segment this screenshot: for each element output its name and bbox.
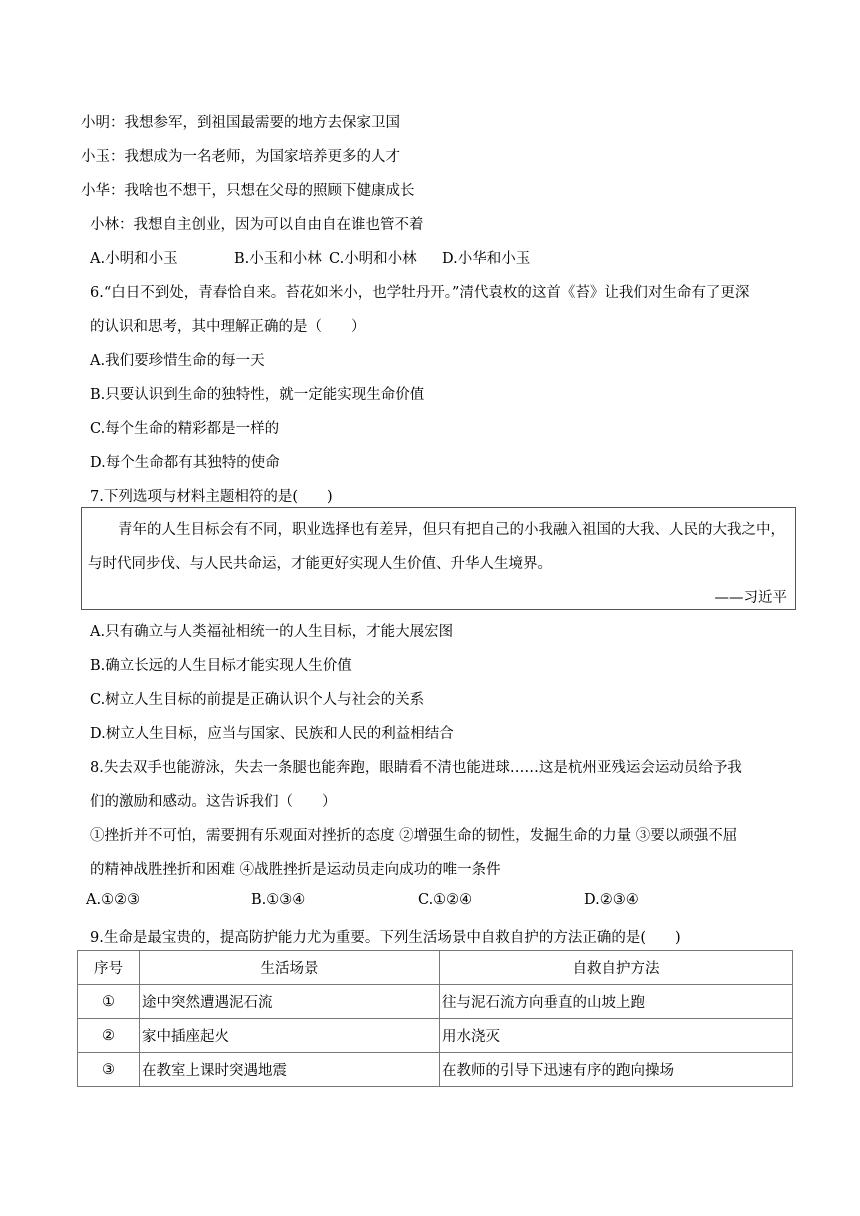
q9-table	[77, 950, 793, 1087]
q8-stem-line1: 8.失去双手也能游泳，失去一条腿也能奔跑，眼睛看不清也能进球……这是杭州亚残运会运动员给予我	[90, 760, 742, 776]
q5-option-c: C.小明和小林	[329, 251, 417, 267]
dialogue-xiaohua: 小华：我啥也不想干，只想在父母的照顾下健康成长	[81, 183, 415, 199]
header-no: 序号	[78, 951, 140, 985]
q6-stem-line1: 6.“白日不到处，青春恰自来。苔花如米小，也学牡丹开。”清代袁枚的这首《苔》让我们对生命有了更深	[90, 285, 750, 301]
dialogue-xiaolin: 小林：我想自主创业，因为可以自由自在谁也管不着	[90, 217, 424, 233]
q8-statements-line2: 的精神战胜挫折和困难 ④战胜挫折是运动员走向成功的唯一条件	[90, 862, 501, 878]
q7-option-b: B.确立长远的人生目标才能实现人生价值	[90, 658, 352, 674]
row-no: ③	[78, 1053, 140, 1087]
q8-option-d: D.②③④	[584, 892, 639, 908]
q8-option-c: C.①②④	[418, 892, 473, 908]
row-method: 往与泥石流方向垂直的山坡上跑	[440, 985, 793, 1019]
q7-stem: 7.下列选项与材料主题相符的是( )	[90, 489, 333, 505]
q6-option-c: C.每个生命的精彩都是一样的	[90, 421, 280, 437]
row-method: 在教师的引导下迅速有序的跑向操场	[440, 1053, 793, 1087]
q8-statements-line1: ①挫折并不可怕，需要拥有乐观面对挫折的态度 ②增强生命的韧性，发掘生命的力量 ③要以顽强不屈	[90, 828, 738, 844]
row-scene: 在教室上课时突遇地震	[140, 1053, 440, 1087]
q6-option-d: D.每个生命都有其独特的使命	[90, 455, 280, 471]
q7-quote-box	[81, 507, 796, 610]
q5-option-d: D.小华和小玉	[442, 251, 531, 267]
row-scene: 家中插座起火	[140, 1019, 440, 1053]
q7-option-d: D.树立人生目标，应当与国家、民族和人民的利益相结合	[90, 726, 454, 742]
row-scene: 途中突然遭遇泥石流	[140, 985, 440, 1019]
q6-option-b: B.只要认识到生命的独特性，就一定能实现生命价值	[90, 387, 425, 403]
row-no: ①	[78, 985, 140, 1019]
q6-stem-line2: 的认识和思考，其中理解正确的是（ ）	[90, 319, 366, 335]
q7-option-c: C.树立人生目标的前提是正确认识个人与社会的关系	[90, 692, 425, 708]
table-header-row	[78, 951, 793, 985]
q7-option-a: A.只有确立与人类福祉相统一的人生目标，才能大展宏图	[90, 624, 454, 640]
q6-option-a: A.我们要珍惜生命的每一天	[90, 353, 265, 369]
q5-option-a: A.小明和小玉	[90, 251, 178, 267]
header-method: 自救自护方法	[440, 951, 793, 985]
table-row	[78, 1019, 793, 1053]
q8-option-a: A.①②③	[86, 892, 141, 908]
q8-stem-line2: 们的激励和感动。这告诉我们（ ）	[90, 794, 337, 810]
dialogue-xiaoming: 小明：我想参军，到祖国最需要的地方去保家卫国	[81, 115, 400, 131]
header-scene: 生活场景	[140, 951, 440, 985]
row-method: 用水浇灭	[440, 1019, 793, 1053]
q8-option-b: B.①③④	[251, 892, 306, 908]
q7-quote-source: ——习近平	[714, 590, 787, 606]
table-row	[78, 1053, 793, 1087]
row-no: ②	[78, 1019, 140, 1053]
q7-quote-line1: 青年的人生目标会有不同，职业选择也有差异，但只有把自己的小我融入祖国的大我、人民的大我之中，	[118, 522, 785, 538]
q9-stem: 9.生命是最宝贵的，提高防护能力尤为重要。下列生活场景中自救自护的方法正确的是( )	[90, 930, 681, 946]
table-row	[78, 985, 793, 1019]
dialogue-xiaoyu: 小玉：我想成为一名老师，为国家培养更多的人才	[81, 149, 400, 165]
q5-option-b: B.小玉和小林	[234, 251, 322, 267]
q7-quote-line2: 与时代同步伐、与人民共命运，才能更好实现人生价值、升华人生境界。	[88, 556, 552, 572]
